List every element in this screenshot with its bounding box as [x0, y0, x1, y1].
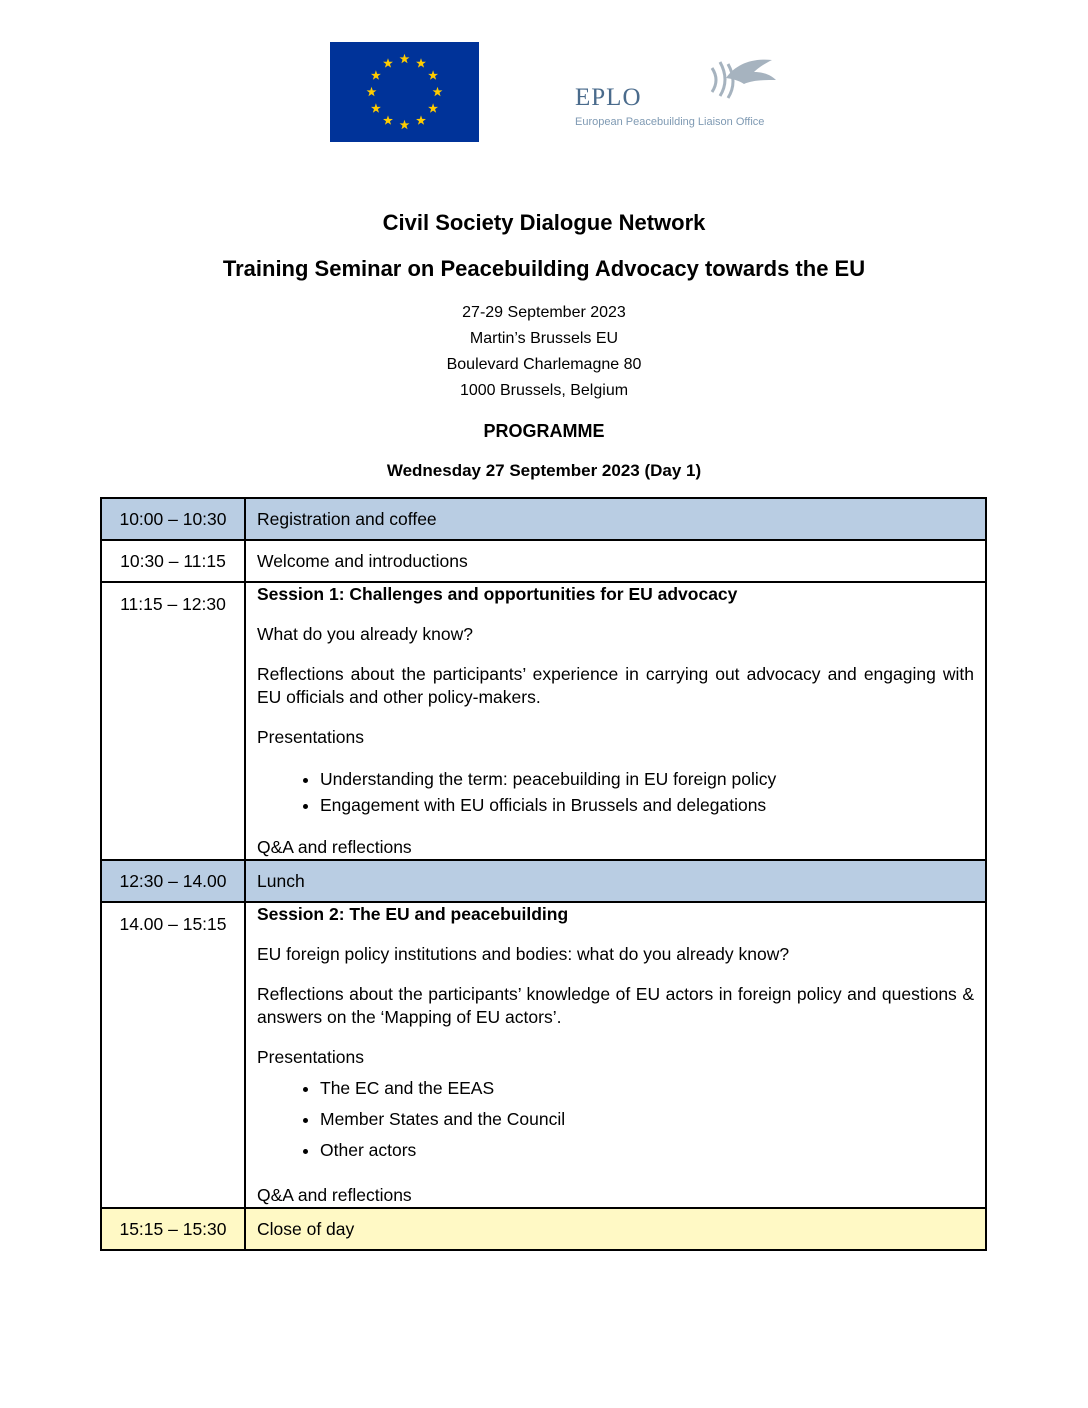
session-heading: Session 1: Challenges and opportunities for EU advocacy — [257, 584, 738, 604]
day-heading: Wednesday 27 September 2023 (Day 1) — [386, 461, 702, 480]
bullet-list — [257, 1073, 974, 1166]
programme-heading: PROGRAMME — [483, 421, 605, 441]
schedule-row-welcome — [101, 540, 986, 582]
event-venue: Martin’s Brussels EU — [469, 330, 619, 347]
bullet-list — [257, 766, 974, 818]
session-paragraph: Q&A and reflections — [257, 837, 412, 857]
session-paragraph: What do you already know? — [257, 624, 473, 644]
event-details — [0, 300, 1088, 404]
schedule-row-close — [101, 1208, 986, 1250]
activity-cell: Lunch — [245, 860, 986, 902]
schedule-table — [100, 497, 987, 1251]
logos — [330, 42, 790, 142]
list-item: • Engagement with EU officials in Brussels and delegations — [320, 792, 974, 818]
session-paragraph: Q&A and reflections — [257, 1185, 412, 1205]
eplo-logo — [570, 50, 790, 130]
title-block — [0, 208, 1088, 484]
dove-icon — [640, 50, 790, 110]
session-paragraph: Presentations — [257, 727, 365, 747]
eplo-subtitle: European Peacebuilding Liaison Office — [575, 116, 765, 128]
session-heading: Session 2: The EU and peacebuilding — [257, 904, 569, 924]
time-cell: 11:15 – 12:30 — [101, 582, 245, 860]
activity-cell: Registration and coffee — [245, 498, 986, 540]
activity-cell — [245, 582, 986, 860]
event-street: Boulevard Charlemagne 80 — [446, 356, 642, 373]
eplo-wordmark: EPLO — [575, 84, 642, 111]
activity-cell — [245, 902, 986, 1208]
session-paragraph: EU foreign policy institutions and bodies: what do you already know? — [257, 944, 790, 964]
time-cell: 12:30 – 14.00 — [101, 860, 245, 902]
list-item: • Other actors — [320, 1135, 974, 1166]
time-cell: 10:00 – 10:30 — [101, 498, 245, 540]
document-subtitle: Training Seminar on Peacebuilding Advocacy towards the EU — [222, 256, 866, 281]
list-item: • Understanding the term: peacebuilding in EU foreign policy — [320, 766, 974, 792]
schedule-row-lunch — [101, 860, 986, 902]
schedule-row-registration — [101, 498, 986, 540]
activity-cell: Close of day — [245, 1208, 986, 1250]
session-paragraph: Reflections about the participants’ experience in carrying out advocacy and engaging with EU officials and other policy-makers. — [257, 664, 974, 707]
activity-cell: Welcome and introductions — [245, 540, 986, 582]
document-title: Civil Society Dialogue Network — [382, 210, 706, 235]
eu-flag-logo — [330, 42, 479, 142]
event-city: 1000 Brussels, Belgium — [459, 382, 629, 399]
list-item: • Member States and the Council — [320, 1104, 974, 1135]
list-item: • The EC and the EEAS — [320, 1073, 974, 1104]
time-cell: 10:30 – 11:15 — [101, 540, 245, 582]
time-cell: 15:15 – 15:30 — [101, 1208, 245, 1250]
schedule-row-session-1 — [101, 582, 986, 860]
event-dates: 27-29 September 2023 — [462, 304, 626, 321]
time-cell: 14.00 – 15:15 — [101, 902, 245, 1208]
schedule-row-session-2 — [101, 902, 986, 1208]
session-paragraph: Reflections about the participants’ knowledge of EU actors in foreign policy and questions & answers on the ‘Mapping of EU actors’. — [257, 984, 974, 1027]
session-paragraph: Presentations — [257, 1047, 365, 1067]
